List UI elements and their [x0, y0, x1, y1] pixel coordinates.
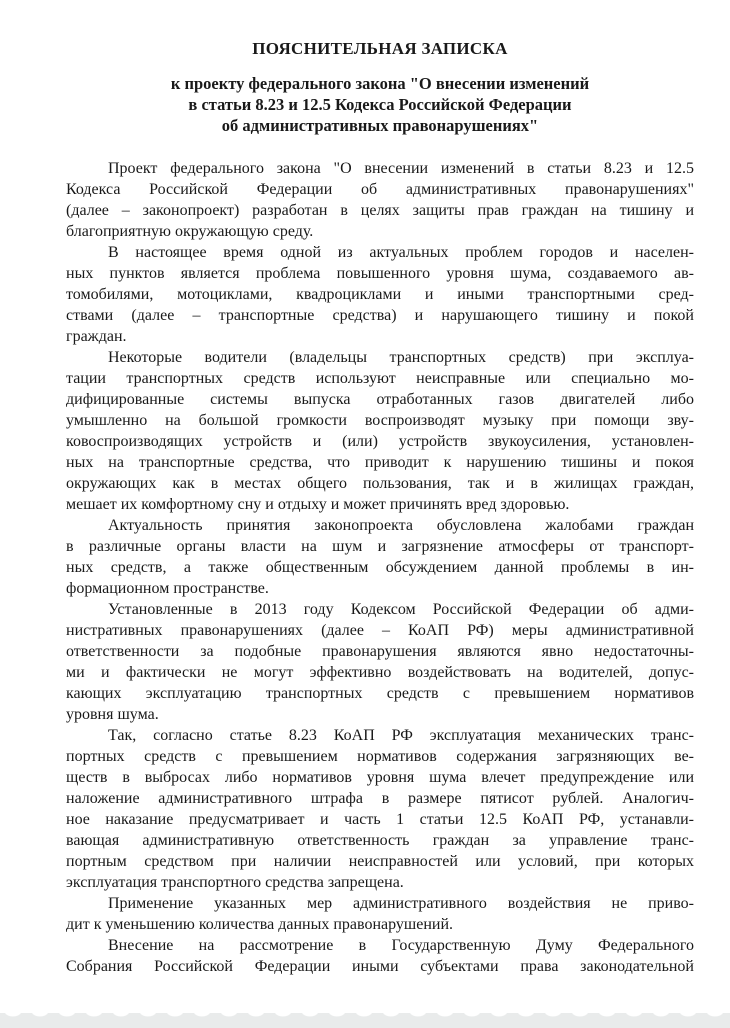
text-line: эксплуатация транспортного средства запрещена.	[66, 874, 404, 891]
text-line: ми и фактически не могут эффективно воздействовать на водителей, допус-	[66, 664, 694, 681]
text-line: (далее – законопроект) разработан в целях защиты прав граждан на тишину и	[66, 202, 694, 219]
paragraph	[66, 935, 694, 977]
text-line: ных пунктов является проблема повышенного уровня шума, создаваемого ав-	[66, 265, 694, 282]
text-line: умышленно на большой громкости воспроизводят музыку при помощи зву-	[66, 412, 694, 429]
paragraph	[66, 347, 694, 515]
text-line: ное наказание предусматривает и часть 1 статьи 12.5 КоАП РФ, устанавли-	[66, 811, 694, 828]
text-line: дифицированные системы выпуска отработанных газов двигателей либо	[66, 391, 694, 408]
paragraph	[66, 893, 694, 935]
text-line: ствами (далее – транспортные средства) и нарушающего тишину и покой	[66, 307, 694, 324]
text-line: граждан.	[66, 328, 127, 345]
text-line: вающая административную ответственность граждан за управление транс-	[66, 832, 694, 849]
text-line: уровня шума.	[66, 706, 159, 723]
document-title: ПОЯСНИТЕЛЬНАЯ ЗАПИСКА	[252, 39, 508, 58]
text-line: ответственности за подобные правонарушения являются явно недостаточны-	[66, 643, 694, 660]
text-line: благоприятную окружающую среду.	[66, 223, 314, 240]
subtitle-line: об административных правонарушениях"	[221, 116, 539, 135]
document-body	[66, 158, 694, 977]
subtitle-line: к проекту федерального закона "О внесении изменений	[170, 74, 590, 93]
text-line: ществ в выбросах либо нормативов уровня шума влечет предупреждение или	[66, 769, 694, 786]
text-line: дит к уменьшению количества данных правонарушений.	[66, 916, 454, 933]
text-line: ковоспроизводящих устройств и (или) устройств звукоусиления, установлен-	[66, 433, 694, 450]
text-line: портным средством при наличии неисправностей или условий, при которых	[66, 853, 694, 870]
document	[66, 0, 694, 977]
text-line: кающих эксплуатацию транспортных средств с превышением нормативов	[66, 685, 694, 702]
paragraph	[66, 242, 694, 347]
text-line: портных средств с превышением нормативов содержания загрязняющих ве-	[66, 748, 694, 765]
text-line: Актуальность принятия законопроекта обусловлена жалобами граждан	[108, 517, 694, 534]
text-line: окружающих как в местах общего пользования, так и в жилищах граждан,	[66, 475, 694, 492]
text-line: ных средств, а также общественным обсуждением данной проблемы в ин-	[66, 559, 694, 576]
text-line: формационном пространстве.	[66, 580, 269, 597]
scan-edge-artifact	[0, 1013, 730, 1028]
text-line: Применение указанных мер административного воздействия не приво-	[108, 895, 694, 912]
paragraph	[66, 599, 694, 725]
text-line: тации транспортных средств используют неисправные или специально мо-	[66, 370, 694, 387]
text-line: нистративных правонарушениях (далее – КоАП РФ) меры административной	[66, 622, 694, 639]
paragraph	[66, 725, 694, 893]
text-line: Установленные в 2013 году Кодексом Российской Федерации об адми-	[108, 601, 694, 618]
paragraph	[66, 515, 694, 599]
text-line: наложение административного штрафа в размере пятисот рублей. Аналогич-	[66, 790, 694, 807]
text-line: томобилями, мотоциклами, квадроциклами и иными транспортными сред-	[66, 286, 694, 303]
text-line: Внесение на рассмотрение в Государственную Думу Федерального	[108, 937, 694, 954]
paragraph	[66, 158, 694, 242]
text-line: Собрания Российской Федерации иными субъектами права законодательной	[66, 958, 694, 975]
text-line: Кодекса Российской Федерации об административных правонарушениях"	[66, 181, 694, 198]
subtitle-line: в статьи 8.23 и 12.5 Кодекса Российской Федерации	[188, 95, 572, 114]
text-line: ных на транспортные средства, что приводит к нарушению тишины и покоя	[66, 454, 694, 471]
text-line: мешает их комфортному сну и отдыху и может причинять вред здоровью.	[66, 496, 570, 513]
text-line: В настоящее время одной из актуальных проблем городов и населен-	[108, 244, 694, 261]
document-subtitle	[66, 73, 694, 136]
text-line: Некоторые водители (владельцы транспортных средств) при эксплуа-	[108, 349, 694, 366]
text-line: Проект федерального закона "О внесении изменений в статьи 8.23 и 12.5	[108, 160, 694, 177]
text-line: Так, согласно статье 8.23 КоАП РФ эксплуатация механических транс-	[108, 727, 694, 744]
text-line: в различные органы власти на шум и загрязнение атмосферы от транспорт-	[66, 538, 694, 555]
